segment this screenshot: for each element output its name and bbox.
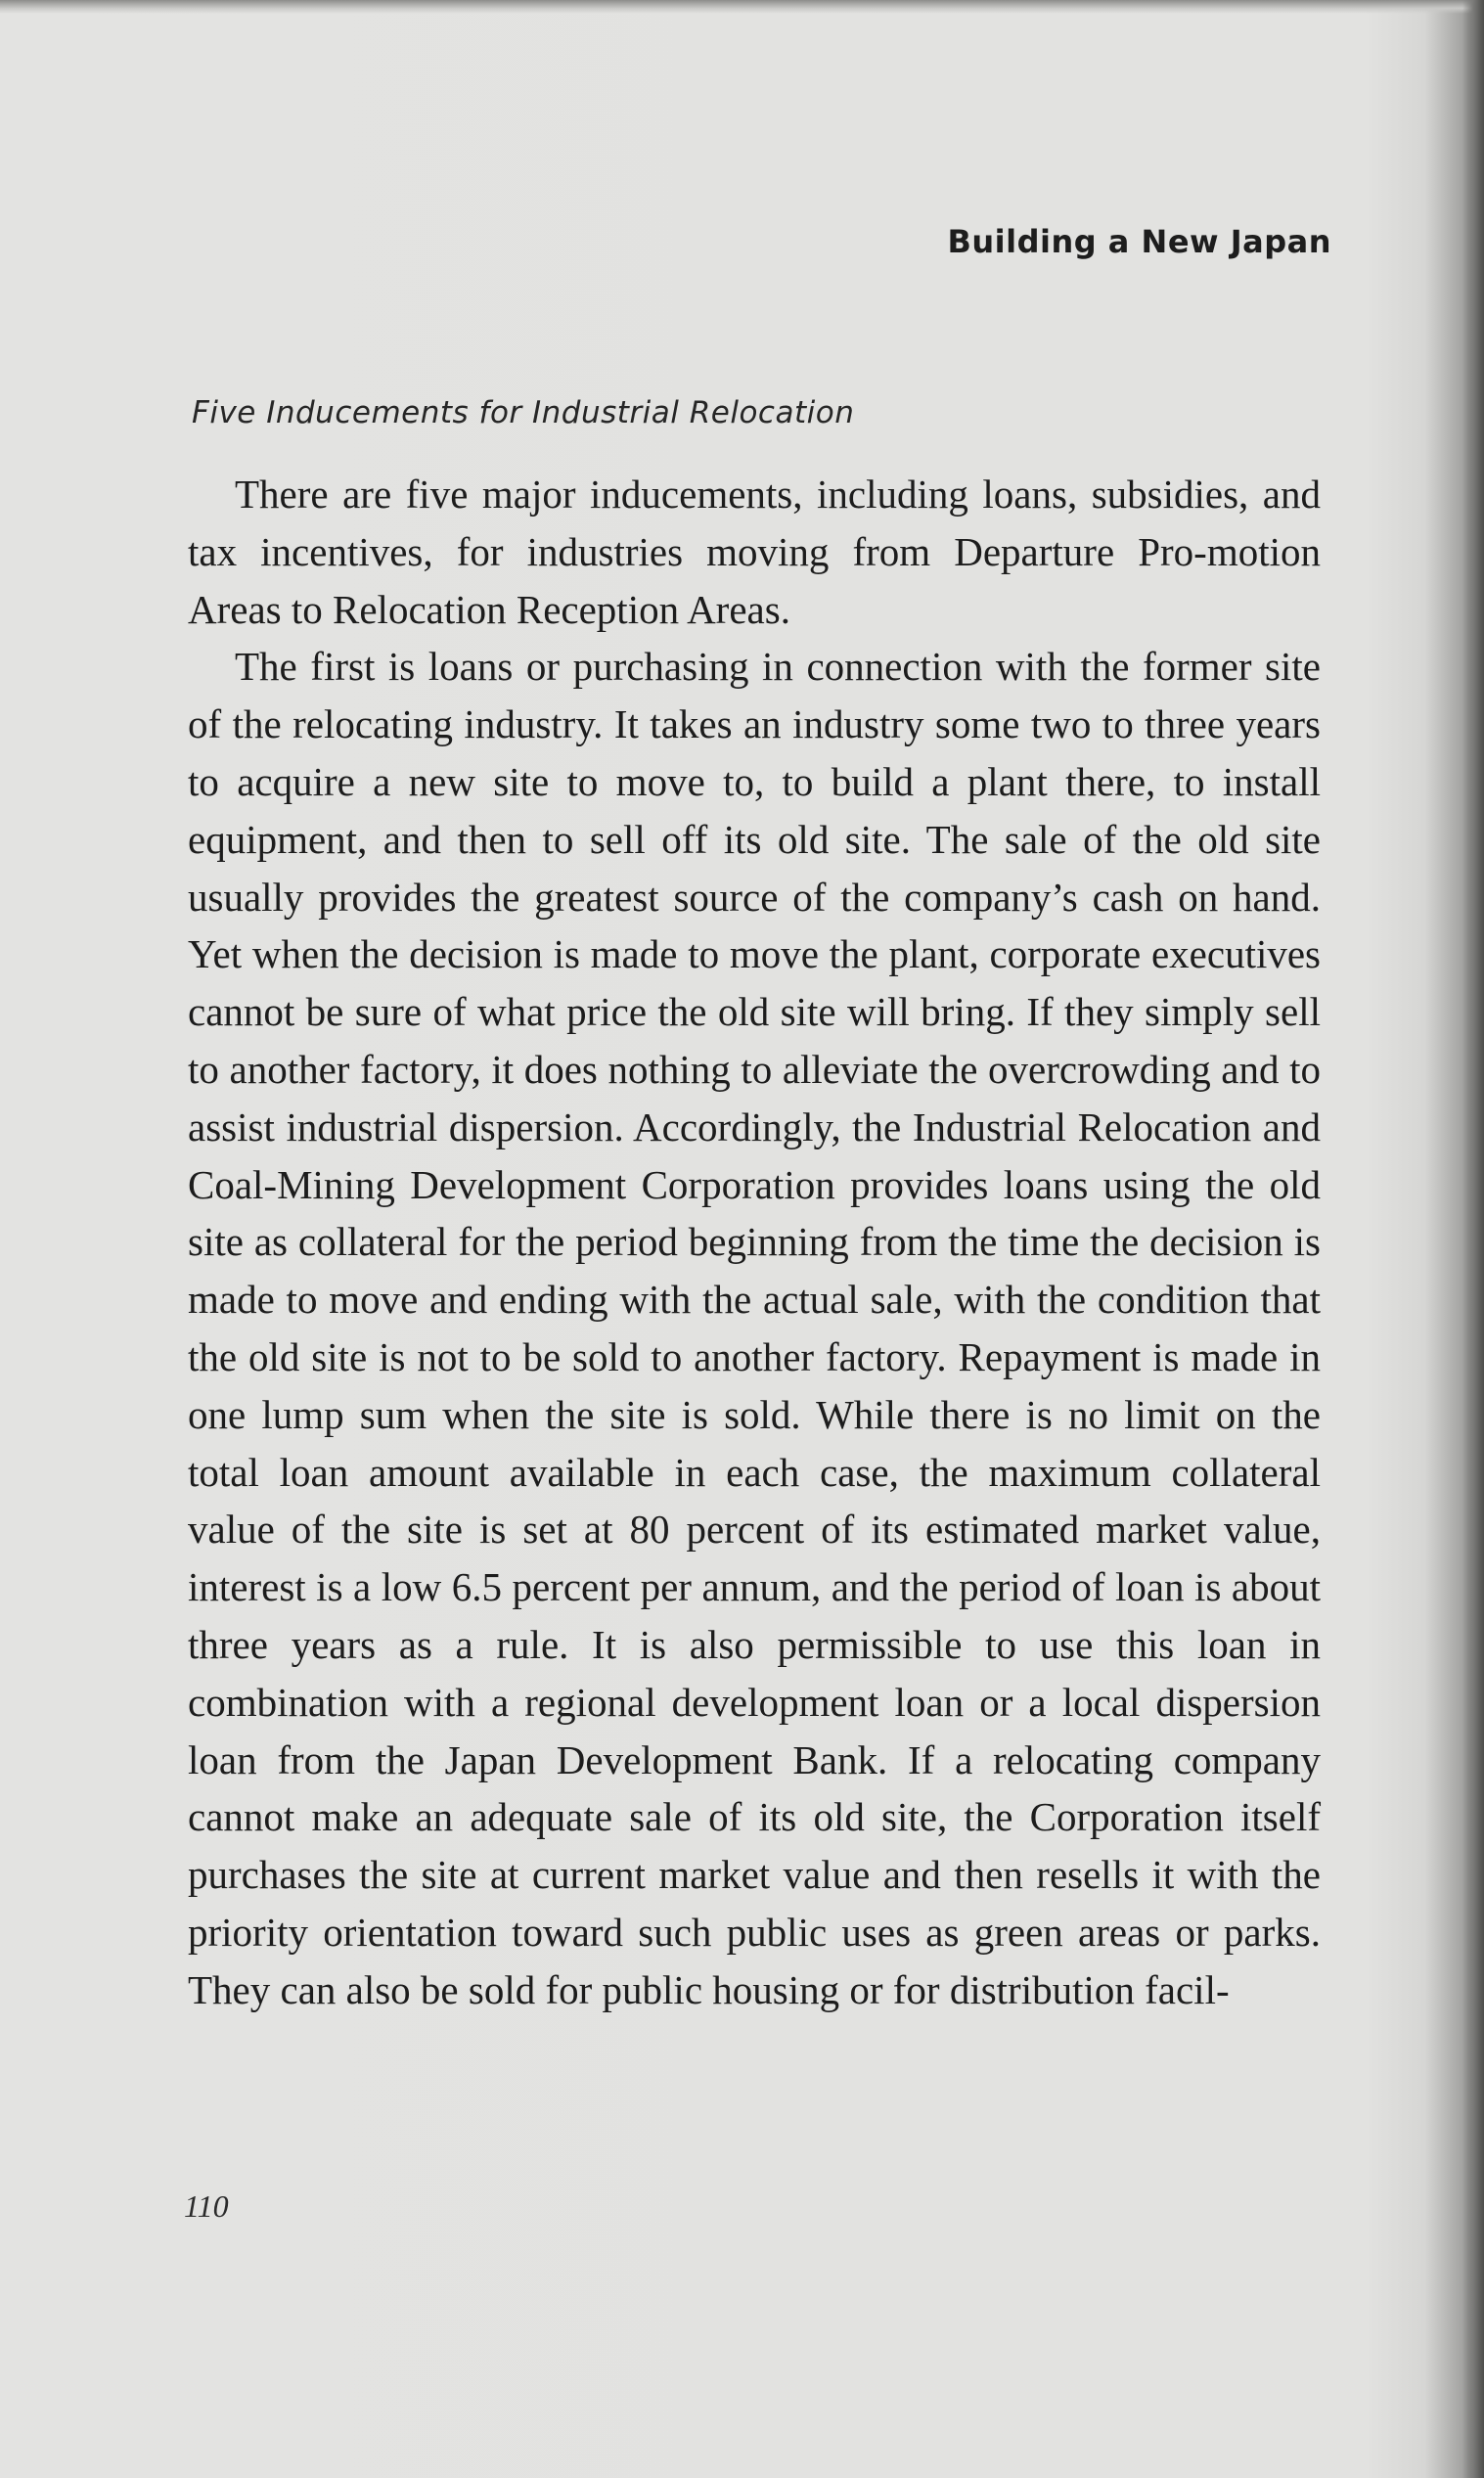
running-head: Building a New Japan bbox=[947, 223, 1331, 260]
section-title: Five Inducements for Industrial Relocation bbox=[192, 395, 855, 430]
page-number: 110 bbox=[184, 2188, 229, 2224]
page-top-shadow bbox=[0, 0, 1484, 14]
body-text bbox=[188, 466, 1321, 2019]
page-binding-shadow bbox=[1462, 0, 1484, 2478]
paragraph: The first is loans or purchasing in connection with the former site of the relocating industry. It takes an industry some two to three years to acquire a new site to move to, to build a plant there, to install equipment, and then to sell off its old site. The sale of the old site usually provides the greatest source of the company’s cash on hand. Yet when the decision is made to move the plant, corporate executives cannot be sure of what price the old site will bring. If they simply sell to another factory, it does nothing to alleviate the overcrowding and to assist industrial dispersion. Accordingly, the Industrial Relocation and Coal-Mining Development Corporation provides loans using the old site as collateral for the period beginning from the time the decision is made to move and ending with the actual sale, with the condition that the old site is not to be sold to another factory. Repayment is made in one lump sum when the site is sold. While there is no limit on the total loan amount available in each case, the maximum collateral value of the site is set at 80 percent of its estimated market value, interest is a low 6.5 percent per annum, and the period of loan is about three years as a rule. It is also permissible to use this loan in combination with a regional development loan or a local dispersion loan from the Japan Development Bank. If a relocating company cannot make an adequate sale of its old site, the Corporation itself purchases the site at current market value and then resells it with the priority orientation toward such public uses as green areas or parks. They can also be sold for public housing or for distribution facil- bbox=[188, 644, 1321, 2012]
paragraph: There are five major inducements, including loans, subsidies, and tax incentives, for industries moving from Departure Pro-motion Areas to Relocation Reception Areas. bbox=[188, 472, 1321, 632]
